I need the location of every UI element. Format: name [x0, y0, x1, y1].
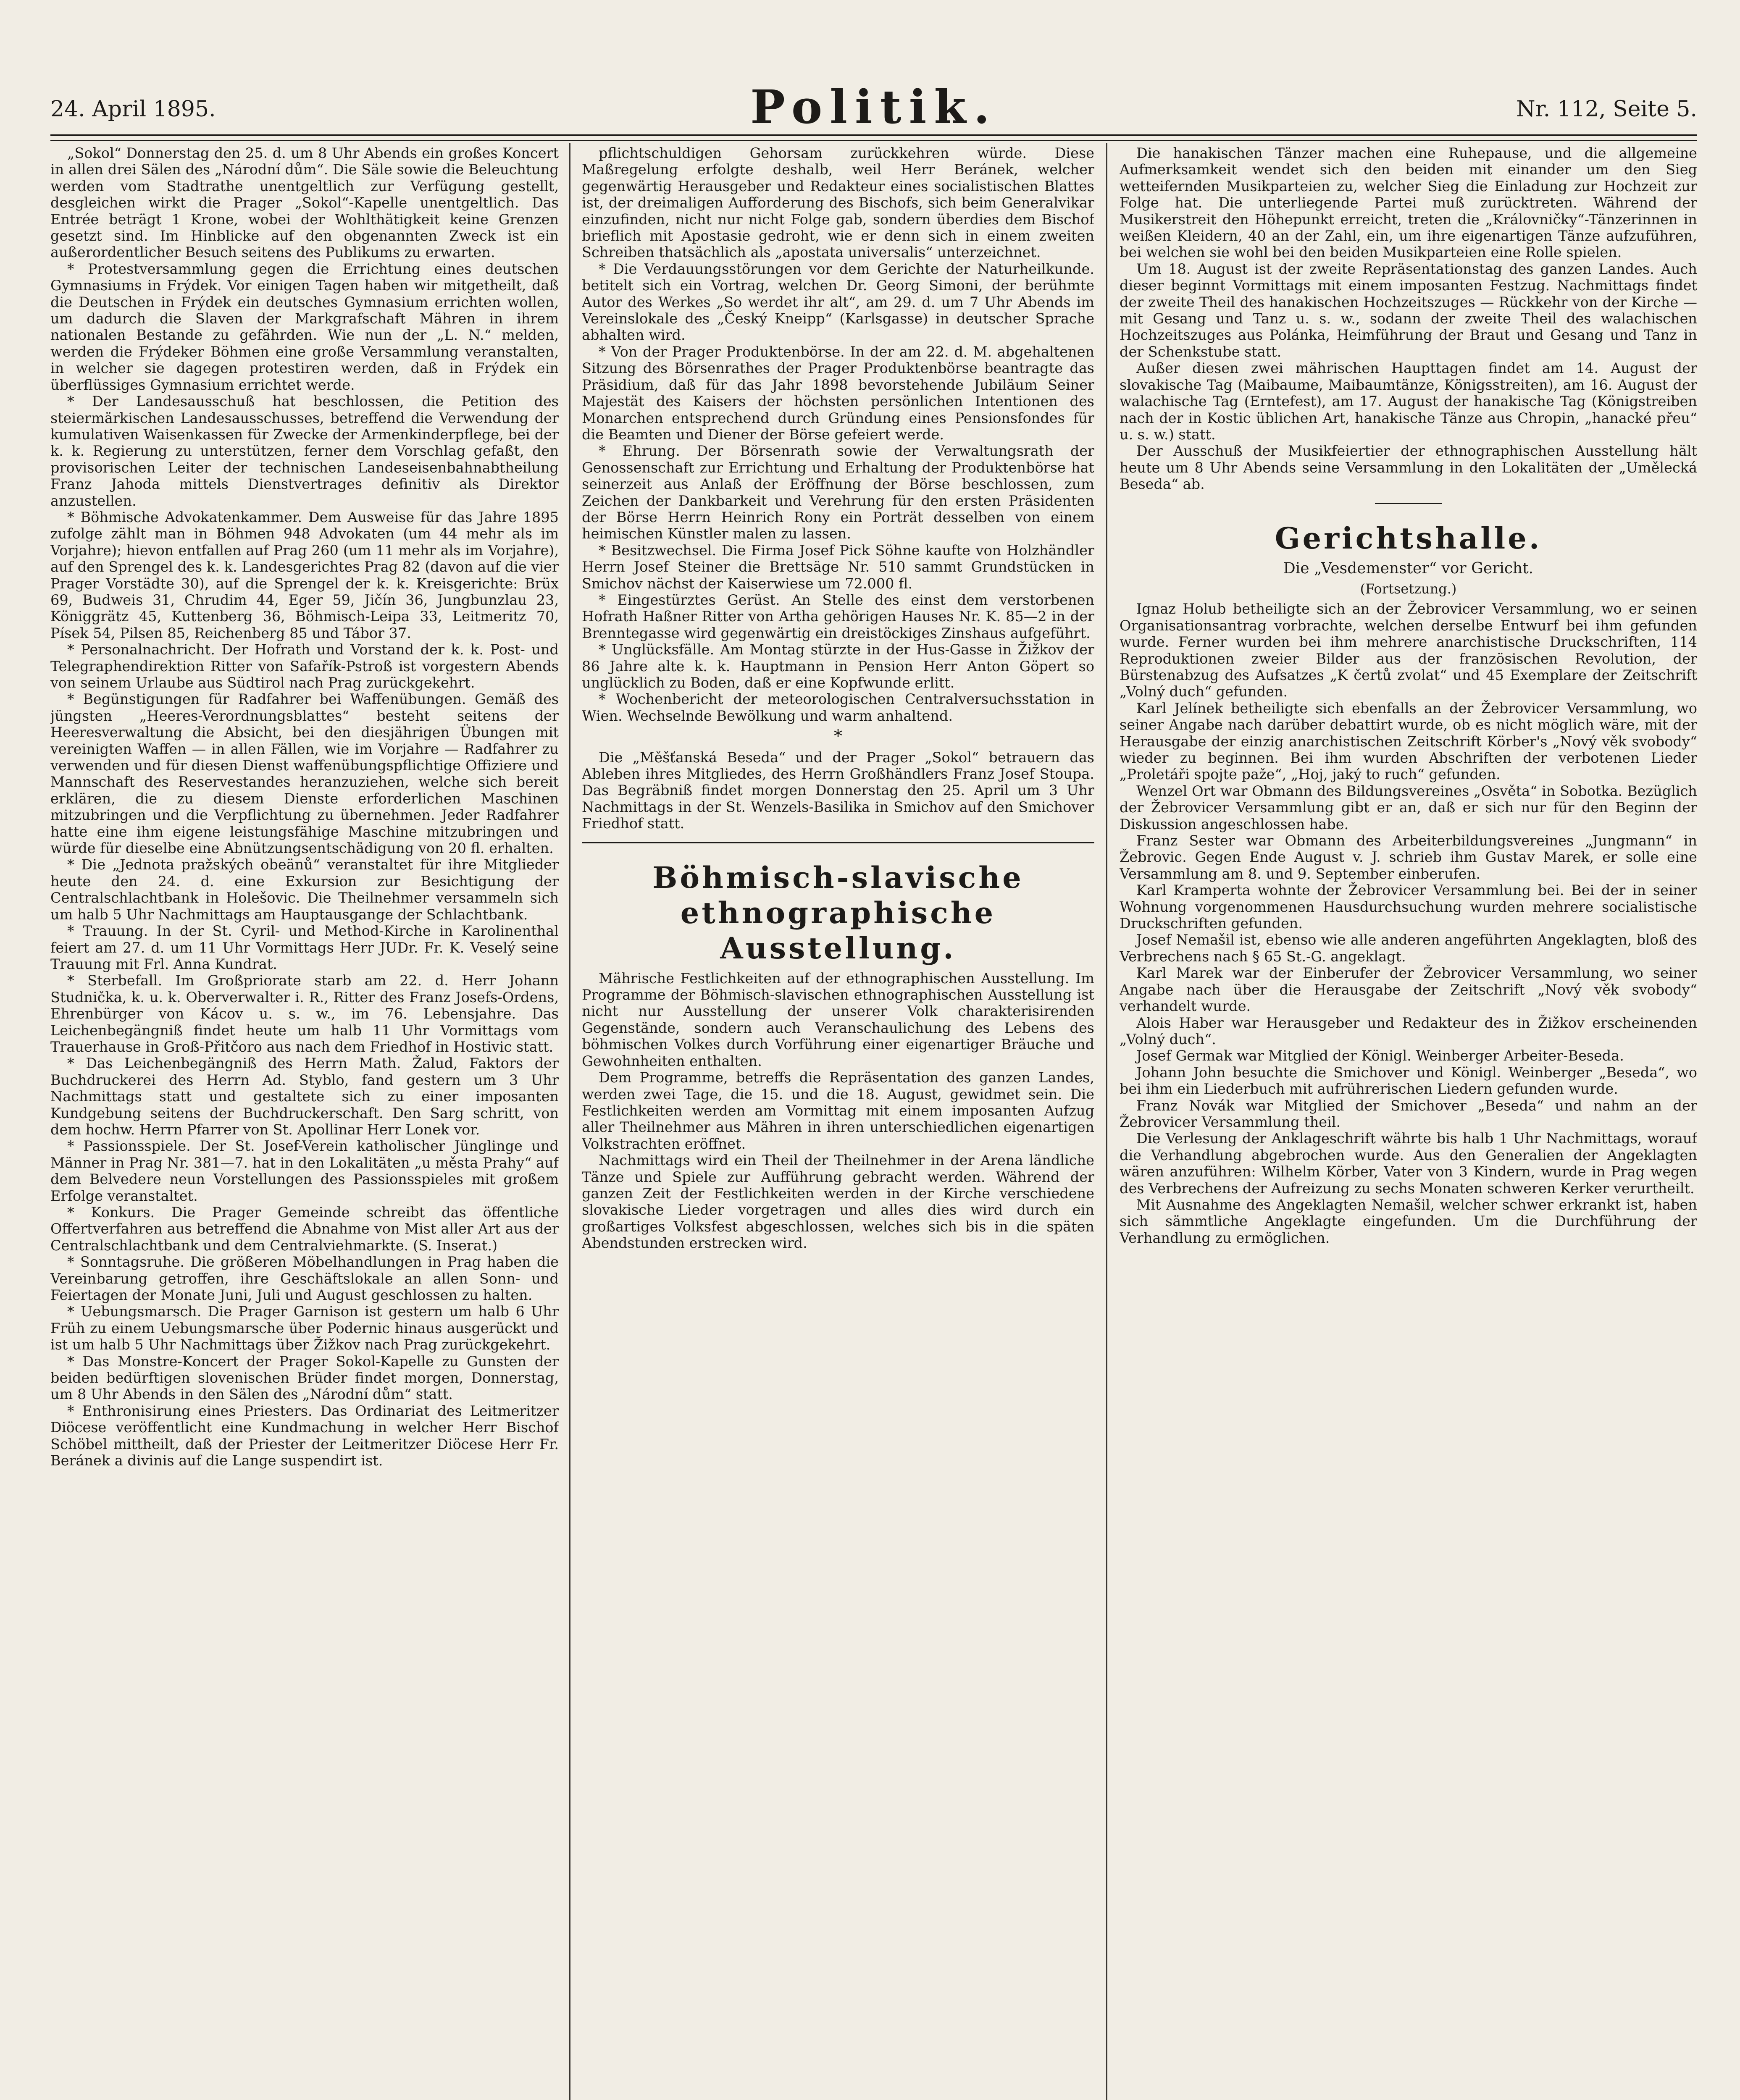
section-subheading: Die „Vesdemenster“ vor Gericht. — [1283, 559, 1534, 577]
masthead — [50, 80, 1697, 134]
column-middle — [582, 145, 1094, 2100]
article-list — [1120, 145, 1697, 1246]
article-paragraph: Um 18. August ist der zweite Repräsentationstag des ganzen Landes. Auch dieser beginnt Vormittags mit einem imposanten Festzug. Nachmittags findet der zweite Theil des hanakischen Hochzeitszuges — Rückkehr von der Kirche — mit Gesang und Tanz u. s. w., sodann der zweite Theil des walachischen Hochzeitszuges aus Polánka, Heimführung der Braut und Gesang und Tanz in der Schenkstube statt. — [1120, 260, 1697, 360]
article-list — [582, 145, 1094, 1252]
article-paragraph: * Passionsspiele. Der St. Josef-Verein katholischer Jünglinge und Männer in Prag Nr. 381—7. hat in den Lokalitäten „u města Prahy“ auf dem Belvedere neun Vorstellungen des Passionsspieles mit großem Erfolge veranstaltet. — [50, 1138, 559, 1204]
article-paragraph: * Die Verdauungsstörungen vor dem Gerichte der Naturheilkunde. betitelt sich ein Vortrag, welchen Dr. Georg Simoni, der berühmte Autor des Werkes „So werdet ihr alt“, am 29. d. um 7 Uhr Abends im Vereinslokale des „Český Kneipp“ (Karlsgasse) in deutscher Sprache abhalten wird. — [582, 260, 1094, 344]
article-paragraph: * Personalnachricht. Der Hofrath und Vorstand der k. k. Post- und Telegraphendirektion Ritter von Safařík-Pstroß ist vorgestern Abends von seinem Urlaube aus Südtirol nach Prag zurückgekehrt. — [50, 641, 559, 691]
article-paragraph: * Enthronisirung eines Priesters. Das Ordinariat des Leitmeritzer Diöcese veröffentlicht eine Kundmachung in welcher Herr Bischof Schöbel mittheilt, daß der Priester der Leitmeritzer Diöcese Herr Fr. Beránek a divinis auf die Lange suspendirt ist. — [50, 1402, 559, 1469]
article-paragraph: * Der Landesausschuß hat beschlossen, die Petition des steiermärkischen Landesausschusses, betreffend die Verwendung der kumulativen Waisenkassen für Zwecke der Armenkinderpflege, bei der k. k. Regierung zu unterstützen, ferner dem Vorschlag gefaßt, den provisorischen Leiter der technischen Landeseisenbahnabtheilung Franz Jahoda mittels Dienstvertrages definitiv als Direktor anzustellen. — [50, 393, 559, 509]
section-title: Politik. — [750, 80, 997, 134]
section-heading: Böhmisch-slavische ethnographische Ausstellung. — [652, 860, 1024, 966]
article-paragraph: Johann John besuchte die Smichover und Königl. Weinberger „Beseda“, wo bei ihm ein Liederbuch mit aufrührerischen Liedern gefunden wurde. — [1120, 1064, 1697, 1097]
article-paragraph: * Protestversammlung gegen die Errichtung eines deutschen Gymnasiums in Frýdek. Vor einigen Tagen haben wir mitgetheilt, daß die Deutschen in Frýdek ein deutsches Gymnasium errichten wollen, um dadurch die Slaven der Markgrafschaft Mähren in ihrem nationalen Bestande zu gefährden. Wie nun der „L. N.“ melden, werden die Frýdeker Böhmen eine große Versammlung veranstalten, in welcher sie dagegen protestiren werden, daß in Frýdek ein überflüssiges Gymnasium errichtet werde. — [50, 260, 559, 393]
article-paragraph: * Begünstigungen für Radfahrer bei Waffenübungen. Gemäß des jüngsten „Heeres-Verordnungsblattes“ besteht seitens der Heeresverwaltung die Absicht, bei den diesjährigen Übungen mit vereinigten Waffen — in allen Fällen, wie im Vorjahre — Radfahrer zu verwenden und für diesen Dienst waffenübungspflichtige Offiziere und Mannschaft des Reservestandes heranzuziehen, welche sich bereit erklären, die zu diesem Dienste erforderlichen Maschinen mitzubringen und die Verpflichtung zu übernehmen. Jeder Radfahrer hatte eine ihm eigene leistungsfähige Maschine mitzubringen und würde für dieselbe eine Abnützungsentschädigung von 20 fl. erhalten. — [50, 691, 559, 857]
section-rule — [1375, 503, 1442, 504]
article-paragraph: * Böhmische Advokatenkammer. Dem Ausweise für das Jahre 1895 zufolge zählt man in Böhmen 948 Advokaten (um 44 mehr als im Vorjahre); hievon entfallen auf Prag 260 (um 11 mehr als im Vorjahre), auf den Sprengel des k. k. Landesgerichtes Prag 82 (davon auf die vier Prager Vorstädte 30), auf die Sprengel der k. k. Kreisgerichte: Brüx 69, Budweis 31, Chrudim 44, Eger 59, Jičín 36, Jungbunzlau 23, Königgrätz 45, Kuttenberg 36, Böhmisch-Leipa 33, Leitmeritz 70, Písek 54, Pilsen 85, Reichenberg 85 und Tábor 37. — [50, 509, 559, 641]
article-paragraph: * Von der Prager Produktenbörse. In der am 22. d. M. abgehaltenen Sitzung des Börsenrathes der Prager Produktenbörse beantragte das Präsidium, daß für das Jahr 1898 bevorstehende Jubiläum Seiner Majestät des Kaisers der höchsten persönlichen Intentionen des Monarchen entsprechend durch Gründung eines Pensionsfondes für die Beamten und Diener der Börse gefeiert werde. — [582, 343, 1094, 443]
article-paragraph: Karl Marek war der Einberufer der Žebrovicer Versammlung, wo seiner Angabe nach über die Herausgabe der Zeitschrift „Nový věk svobody“ verhandelt wurde. — [1120, 965, 1697, 1015]
article-paragraph: Die Verlesung der Anklageschrift währte bis halb 1 Uhr Nachmittags, worauf die Verhandlung abgebrochen wurde. Aus den Generalien der Angeklagten wären anzuführen: Wilhelm Körber, Vater von 3 Kindern, wurde in Prag wegen des Verbrechens der Aufreizung zu sechs Monaten schweren Kerker verurtheilt. — [1120, 1130, 1697, 1197]
article-paragraph: Dem Programme, betreffs die Repräsentation des ganzen Landes, werden zwei Tage, die 15. und die 18. August, gewidmet sein. Die Festlichkeiten werden am Vormittag mit einem imposanten Aufzug aller Theilnehmer aus Mähren in ihren unterschiedlichen eigenartigen Volkstrachten eröffnet. — [582, 1069, 1094, 1152]
section-rule — [582, 842, 1094, 843]
article-paragraph: Die hanakischen Tänzer machen eine Ruhepause, und die allgemeine Aufmerksamkeit wendet sich den beiden mit einander um den Sieg wetteifernden Musikparteien zu, welcher Sieg die Einladung zur Hochzeit zur Folge hat. Die unterliegende Partei muß zurücktreten. Während der Musikerstreit den Höhepunkt erreicht, treten die „Královničky“-Tänzerinnen in weißen Kleidern, 40 an der Zahl, ein, um ihre eigenartigen Tänze aufzuführen, bei welchen sie wohl bei den beiden Musikparteien eine Rolle spielen. — [1120, 145, 1697, 261]
article-paragraph: * Sonntagsruhe. Die größeren Möbelhandlungen in Prag haben die Vereinbarung getroffen, ihre Geschäftslokale an allen Sonn- und Feiertagen der Monate Juni, Juli und August geschlossen zu halten. — [50, 1254, 559, 1304]
article-paragraph: Josef Nemašil ist, ebenso wie alle anderen angeführten Angeklagten, bloß des Verbrechens nach § 65 St.-G. angeklagt. — [1120, 932, 1697, 965]
article-paragraph: * Ehrung. Der Börsenrath sowie der Verwaltungsrath der Genossenschaft zur Errichtung und Erhaltung der Produktenbörse hat seinerzeit aus Anlaß der Eröffnung der Börse beschlossen, zum Zeichen der Dankbarkeit und Verehrung für den ersten Präsidenten der Börse Herrn Heinrich Rony ein Porträt desselben von einem heimischen Künstler malen zu lassen. — [582, 443, 1094, 542]
masthead-rule — [50, 134, 1697, 141]
article-paragraph: * Sterbefall. Im Großpriorate starb am 22. d. Herr Johann Studnička, k. u. k. Oberverwalter i. R., Ritter des Franz Josefs-Ordens, Ehrenbürger von Kácov u. s. w., im 76. Lebensjahre. Das Leichenbegängniß findet heute um halb 11 Uhr Vormittags vom Trauerhause in Groß-Přitčoro aus nach dem Friedhof in Hostivic statt. — [50, 972, 559, 1055]
article-paragraph: * Das Monstre-Koncert der Prager Sokol-Kapelle zu Gunsten der beiden bedürftigen slovenischen Brüder findet morgen, Donnerstag, um 8 Uhr Abends in den Sälen des „Národní dům“ statt. — [50, 1353, 559, 1403]
section-heading: Gerichtshalle. — [1275, 520, 1542, 556]
article-paragraph: Alois Haber war Herausgeber und Redakteur des in Žižkov erscheinenden „Volný duch“. — [1120, 1014, 1697, 1047]
article-paragraph: Karl Jelínek betheiligte sich ebenfalls an der Žebrovicer Versammlung, wo seiner Angabe nach darüber debattirt wurde, ob es nicht möglich wäre, mit der Herausgabe der einzig anarchistischen Zeitschrift Körber's „Nový věk svobody“ wieder zu beginnen. Bei ihm wurden Abschriften der verbotenen Lieder „Proletáři spojte paže“, „Hoj, jaký to ruch“ gefunden. — [1120, 700, 1697, 783]
article-paragraph: Josef Germak war Mitglied der Königl. Weinberger Arbeiter-Beseda. — [1136, 1047, 1624, 1064]
article-paragraph: Mährische Festlichkeiten auf der ethnographischen Ausstellung. Im Programme der Böhmisch-slavischen ethnographischen Ausstellung ist nicht nur Ausstellung der unserer Volk charakterisirenden Gegenstände, sondern auch Veranschaulichung des Lebens des böhmischen Volkes durch Vorführung einer eigenartiger Bräuche und Gewohnheiten enthalten. — [582, 970, 1094, 1069]
article-list — [50, 145, 559, 1469]
article-paragraph: * Wochenbericht der meteorologischen Centralversuchsstation in Wien. Wechselnde Bewölkung und warm anhaltend. — [582, 691, 1094, 724]
article-paragraph: Außer diesen zwei mährischen Haupttagen findet am 14. August der slovakische Tag (Maibaume, Maibaumtänze, Königsstreiten), am 16. August der walachische Tag (Erntefest), am 17. August der hanakische Tag (Königstreiben nach der in Kostic üblichen Art, hanakische Tänze aus Chropin, „hanacké přeu“ u. s. w.) statt. — [1120, 360, 1697, 443]
article-paragraph: * Konkurs. Die Prager Gemeinde schreibt das öffentliche Offertverfahren aus betreffend die Abnahme von Mist aller Art aus der Centralschlachtbank und dem Centralviehmarkte. (S. Inserat.) — [50, 1204, 559, 1254]
article-paragraph: * Die „Jednota pražských obeänů“ veranstaltet für ihre Mitglieder heute den 24. d. eine Exkursion zur Besichtigung der Centralschlachtbank in Holešovic. Die Theilnehmer versammeln sich um halb 5 Uhr Nachmittags am Hauptausgange der Schlachtbank. — [50, 856, 559, 923]
article-paragraph: Wenzel Ort war Obmann des Bildungsvereines „Osvěta“ in Sobotka. Bezüglich der Žebrovicer Versammlung gibt er an, daß er sich nur für den Beginn der Diskussion angeschlossen habe. — [1120, 782, 1697, 832]
article-paragraph: * Trauung. In der St. Cyril- und Method-Kirche in Karolinenthal feiert am 27. d. um 11 Uhr Vormittags Herr JUDr. Fr. K. Veselý seine Trauung mit Frl. Anna Kundrat. — [50, 923, 559, 972]
article-paragraph: Franz Novák war Mitglied der Smichover „Beseda“ und nahm an der Žebrovicer Versammlung theil. — [1120, 1097, 1697, 1130]
article-paragraph: * Eingestürztes Gerüst. An Stelle des einst dem verstorbenen Hofrath Haßner Ritter von Artha gehörigen Hauses Nr. K. 85—2 in der Brenntegasse wird gegenwärtig ein dreistöckiges Zinshaus aufgeführt. — [582, 591, 1094, 641]
article-paragraph: Ignaz Holub betheiligte sich an der Žebrovicer Versammlung, wo er seinen Organisationsantrag vorbrachte, welchen derselbe Entwurf bei ihm gefunden wurde. Ferner wurden bei ihm mehrere anarchistische Druckschriften, 114 Reproduktionen zweier Bilder aus der französischen Revolution, der Bürstenabzug des Aufsatzes „K čertů zvolat“ und 45 Exemplare der Zeitschrift „Volný duch“ gefunden. — [1120, 601, 1697, 700]
article-paragraph: Der Ausschuß der Musikfeiertier der ethnographischen Ausstellung hält heute um 8 Uhr Abends seine Versammlung in den Lokalitäten der „Umělecká Beseda“ ab. — [1120, 443, 1697, 493]
column-divider — [1106, 143, 1107, 2100]
death-notice: Die „Měšťanská Beseda“ und der Prager „Sokol“ betrauern das Ableben ihres Mitgliedes, des Herrn Großhändlers Franz Josef Stoupa. Das Begräbniß findet morgen Donnerstag den 25. April um 3 Uhr Nachmittags in der St. Wenzels-Basilika in Smichov auf den Smichover Friedhof statt. — [582, 749, 1094, 832]
article-paragraph: Mit Ausnahme des Angeklagten Nemašil, welcher schwer erkrankt ist, haben sich sämmtliche Angeklagte eingefunden. Um die Durchführung der Verhandlung zu ermöglichen. — [1120, 1196, 1697, 1246]
continuation-note: (Fortsetzung.) — [1360, 580, 1457, 597]
issue-date: 24. April 1895. — [50, 97, 216, 122]
article-paragraph: Karl Kramperta wohnte der Žebrovicer Versammlung bei. Bei der in seiner Wohnung vorgenommenen Hausdurchsuchung wurden mehrere socialistische Druckschriften gefunden. — [1120, 882, 1697, 932]
article-paragraph: * Uebungsmarsch. Die Prager Garnison ist gestern um halb 6 Uhr Früh zu einem Uebungsmarsche über Podernic hinaus ausgerückt und ist um halb 5 Uhr Nachmittags über Žižkov nach Prag zurückgekehrt. — [50, 1303, 559, 1353]
column-right — [1120, 145, 1697, 2100]
asterisk-ornament: * — [834, 727, 842, 746]
article-paragraph: Franz Sester war Obmann des Arbeiterbildungsvereines „Jungmann“ in Žebrovic. Gegen Ende August v. J. schrieb ihm Gustav Marek, er solle eine Versammlung am 8. und 9. September einberufen. — [1120, 832, 1697, 882]
article-paragraph: Nachmittags wird ein Theil der Theilnehmer in der Arena ländliche Tänze und Spiele zur Aufführung gebracht werden. Während der ganzen Zeit der Festlichkeiten werden in der Kirche verschiedene slovakische Lieder vorgetragen und alles dies wird durch ein großartiges Volksfest abgeschlossen, welches sich bis in die späten Abendstunden erstrecken wird. — [582, 1152, 1094, 1252]
article-paragraph: „Sokol“ Donnerstag den 25. d. um 8 Uhr Abends ein großes Koncert in allen drei Sälen des „Národní dům“. Die Säle sowie die Beleuchtung werden vom Stadtrathe unentgeltlich zur Verfügung gestellt, desgleichen wirkt die Prager „Sokol“-Kapelle unentgeltlich. Das Entrée beträgt 1 Krone, wobei der Wohlthätigkeit keine Grenzen gesetzt sind. Im Hinblicke auf den obgenannten Zweck ist ein außerordentlicher Besuch seitens des Publikums zu erwarten. — [50, 145, 559, 261]
issue-number: Nr. 112, Seite 5. — [1516, 97, 1697, 122]
article-paragraph: * Unglücksfälle. Am Montag stürzte in der Hus-Gasse in Žižkov der 86 Jahre alte k. k. Hauptmann in Pension Herr Anton Göpert so unglücklich zu Boden, daß er eine Kopfwunde erlitt. — [582, 641, 1094, 691]
article-paragraph: pflichtschuldigen Gehorsam zurückkehren würde. Diese Maßregelung erfolgte deshalb, weil Herr Beránek, welcher gegenwärtig Herausgeber und Redakteur eines socialistischen Blattes ist, der dreimaligen Aufforderung des Bischofs, sich beim Generalvikar einzufinden, nicht nur nicht Folge gab, sondern überdies dem Bischof brieflich mit Apostasie gedroht, wie er denn sich in einem zweiten Schreiben thatsächlich als „apostata universalis“ unterzeichnet. — [582, 145, 1094, 261]
article-paragraph: * Besitzwechsel. Die Firma Josef Pick Söhne kaufte von Holzhändler Herrn Josef Steiner die Brettsäge Nr. 510 sammt Grundstücken in Smichov nächst der Kaiserwiese um 72.000 fl. — [582, 542, 1094, 592]
column-left — [50, 145, 559, 2100]
article-paragraph: * Das Leichenbegängniß des Herrn Math. Žalud, Faktors der Buchdruckerei des Herrn Ad. Styblo, fand gestern um 3 Uhr Nachmittags statt und gestaltete sich zu einer imposanten Kundgebung seitens der Buchdruckerschaft. Den Sarg schritt, von dem hochw. Herrn Pfarrer von St. Apollinar Herr Lonek vor. — [50, 1055, 559, 1138]
column-divider — [569, 143, 570, 2100]
